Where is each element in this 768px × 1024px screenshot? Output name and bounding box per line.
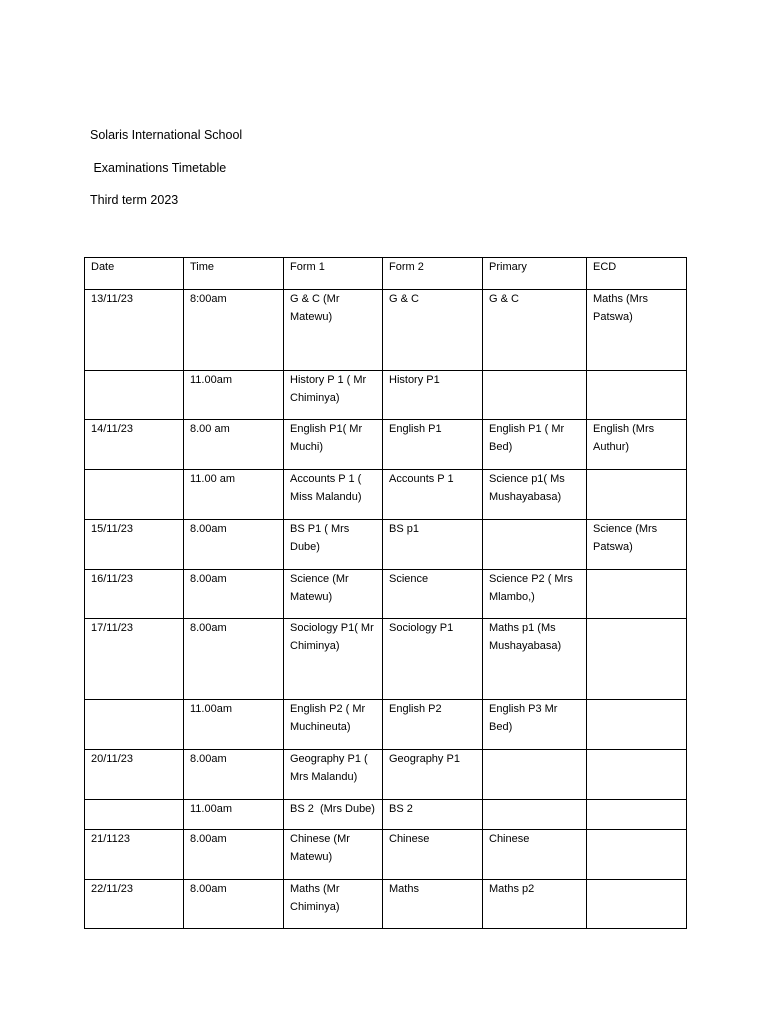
form-1-cell: Science (Mr Matewu): [284, 570, 383, 619]
table-row: [85, 570, 687, 619]
form-2-cell: BS 2: [383, 800, 483, 830]
primary-cell: [483, 750, 587, 800]
table-row: [85, 830, 687, 880]
column-header-form-2: Form 2: [383, 258, 483, 290]
form-2-cell: G & C: [383, 290, 483, 371]
table-row: [85, 371, 687, 420]
form-2-cell: BS p1: [383, 520, 483, 570]
date-cell: [85, 800, 184, 830]
form-1-cell: Chinese (Mr Matewu): [284, 830, 383, 880]
date-cell: [85, 700, 184, 750]
form-2-cell: History P1: [383, 371, 483, 420]
table-header-row: [85, 258, 687, 290]
date-cell: [85, 470, 184, 520]
ecd-cell: [587, 750, 687, 800]
ecd-cell: [587, 830, 687, 880]
ecd-cell: [587, 880, 687, 929]
form-1-cell: Accounts P 1 ( Miss Malandu): [284, 470, 383, 520]
form-1-cell: History P 1 ( Mr Chiminya): [284, 371, 383, 420]
form-2-cell: Geography P1: [383, 750, 483, 800]
date-cell: 22/11/23: [85, 880, 184, 929]
ecd-cell: [587, 570, 687, 619]
column-header-primary: Primary: [483, 258, 587, 290]
column-header-ecd: ECD: [587, 258, 687, 290]
time-cell: 8.00am: [184, 619, 284, 700]
date-cell: 21/1123: [85, 830, 184, 880]
table-row: [85, 520, 687, 570]
form-2-cell: Chinese: [383, 830, 483, 880]
form-1-cell: G & C (Mr Matewu): [284, 290, 383, 371]
form-2-cell: Maths: [383, 880, 483, 929]
time-cell: 11.00am: [184, 371, 284, 420]
table-row: [85, 420, 687, 470]
form-2-cell: Accounts P 1: [383, 470, 483, 520]
column-header-form-1: Form 1: [284, 258, 383, 290]
time-cell: 11.00am: [184, 700, 284, 750]
time-cell: 8.00am: [184, 520, 284, 570]
form-2-cell: Science: [383, 570, 483, 619]
date-cell: 13/11/23: [85, 290, 184, 371]
date-cell: 15/11/23: [85, 520, 184, 570]
ecd-cell: [587, 700, 687, 750]
ecd-cell: [587, 800, 687, 830]
form-1-cell: BS 2 (Mrs Dube): [284, 800, 383, 830]
time-cell: 8.00 am: [184, 420, 284, 470]
form-1-cell: Sociology P1( Mr Chiminya): [284, 619, 383, 700]
primary-cell: English P3 Mr Bed): [483, 700, 587, 750]
form-1-cell: Geography P1 ( Mrs Malandu): [284, 750, 383, 800]
column-header-date: Date: [85, 258, 184, 290]
ecd-cell: [587, 470, 687, 520]
time-cell: 8.00am: [184, 750, 284, 800]
form-1-cell: English P2 ( Mr Muchineuta): [284, 700, 383, 750]
table-row: [85, 750, 687, 800]
time-cell: 11.00 am: [184, 470, 284, 520]
primary-cell: English P1 ( Mr Bed): [483, 420, 587, 470]
date-cell: 14/11/23: [85, 420, 184, 470]
term-label: Third term 2023: [90, 193, 179, 207]
form-2-cell: Sociology P1: [383, 619, 483, 700]
ecd-cell: [587, 371, 687, 420]
date-cell: 16/11/23: [85, 570, 184, 619]
table-row: [85, 880, 687, 929]
school-name: Solaris International School: [90, 128, 243, 142]
primary-cell: [483, 800, 587, 830]
ecd-cell: [587, 619, 687, 700]
form-1-cell: BS P1 ( Mrs Dube): [284, 520, 383, 570]
table-row: [85, 700, 687, 750]
primary-cell: Science p1( Ms Mushayabasa): [483, 470, 587, 520]
date-cell: [85, 371, 184, 420]
form-1-cell: English P1( Mr Muchi): [284, 420, 383, 470]
date-cell: 17/11/23: [85, 619, 184, 700]
form-2-cell: English P2: [383, 700, 483, 750]
primary-cell: G & C: [483, 290, 587, 371]
date-cell: 20/11/23: [85, 750, 184, 800]
ecd-cell: Science (Mrs Patswa): [587, 520, 687, 570]
ecd-cell: Maths (Mrs Patswa): [587, 290, 687, 371]
document-title: Examinations Timetable: [90, 161, 227, 175]
ecd-cell: English (Mrs Authur): [587, 420, 687, 470]
time-cell: 8.00am: [184, 880, 284, 929]
form-1-cell: Maths (Mr Chiminya): [284, 880, 383, 929]
table-row: [85, 800, 687, 830]
exam-timetable: [84, 257, 687, 929]
column-header-time: Time: [184, 258, 284, 290]
primary-cell: Maths p1 (Ms Mushayabasa): [483, 619, 587, 700]
time-cell: 8:00am: [184, 290, 284, 371]
primary-cell: Chinese: [483, 830, 587, 880]
primary-cell: [483, 520, 587, 570]
form-2-cell: English P1: [383, 420, 483, 470]
time-cell: 8.00am: [184, 570, 284, 619]
time-cell: 11.00am: [184, 800, 284, 830]
primary-cell: Maths p2: [483, 880, 587, 929]
table-row: [85, 470, 687, 520]
table-row: [85, 619, 687, 700]
table-row: [85, 290, 687, 371]
primary-cell: Science P2 ( Mrs Mlambo,): [483, 570, 587, 619]
time-cell: 8.00am: [184, 830, 284, 880]
primary-cell: [483, 371, 587, 420]
